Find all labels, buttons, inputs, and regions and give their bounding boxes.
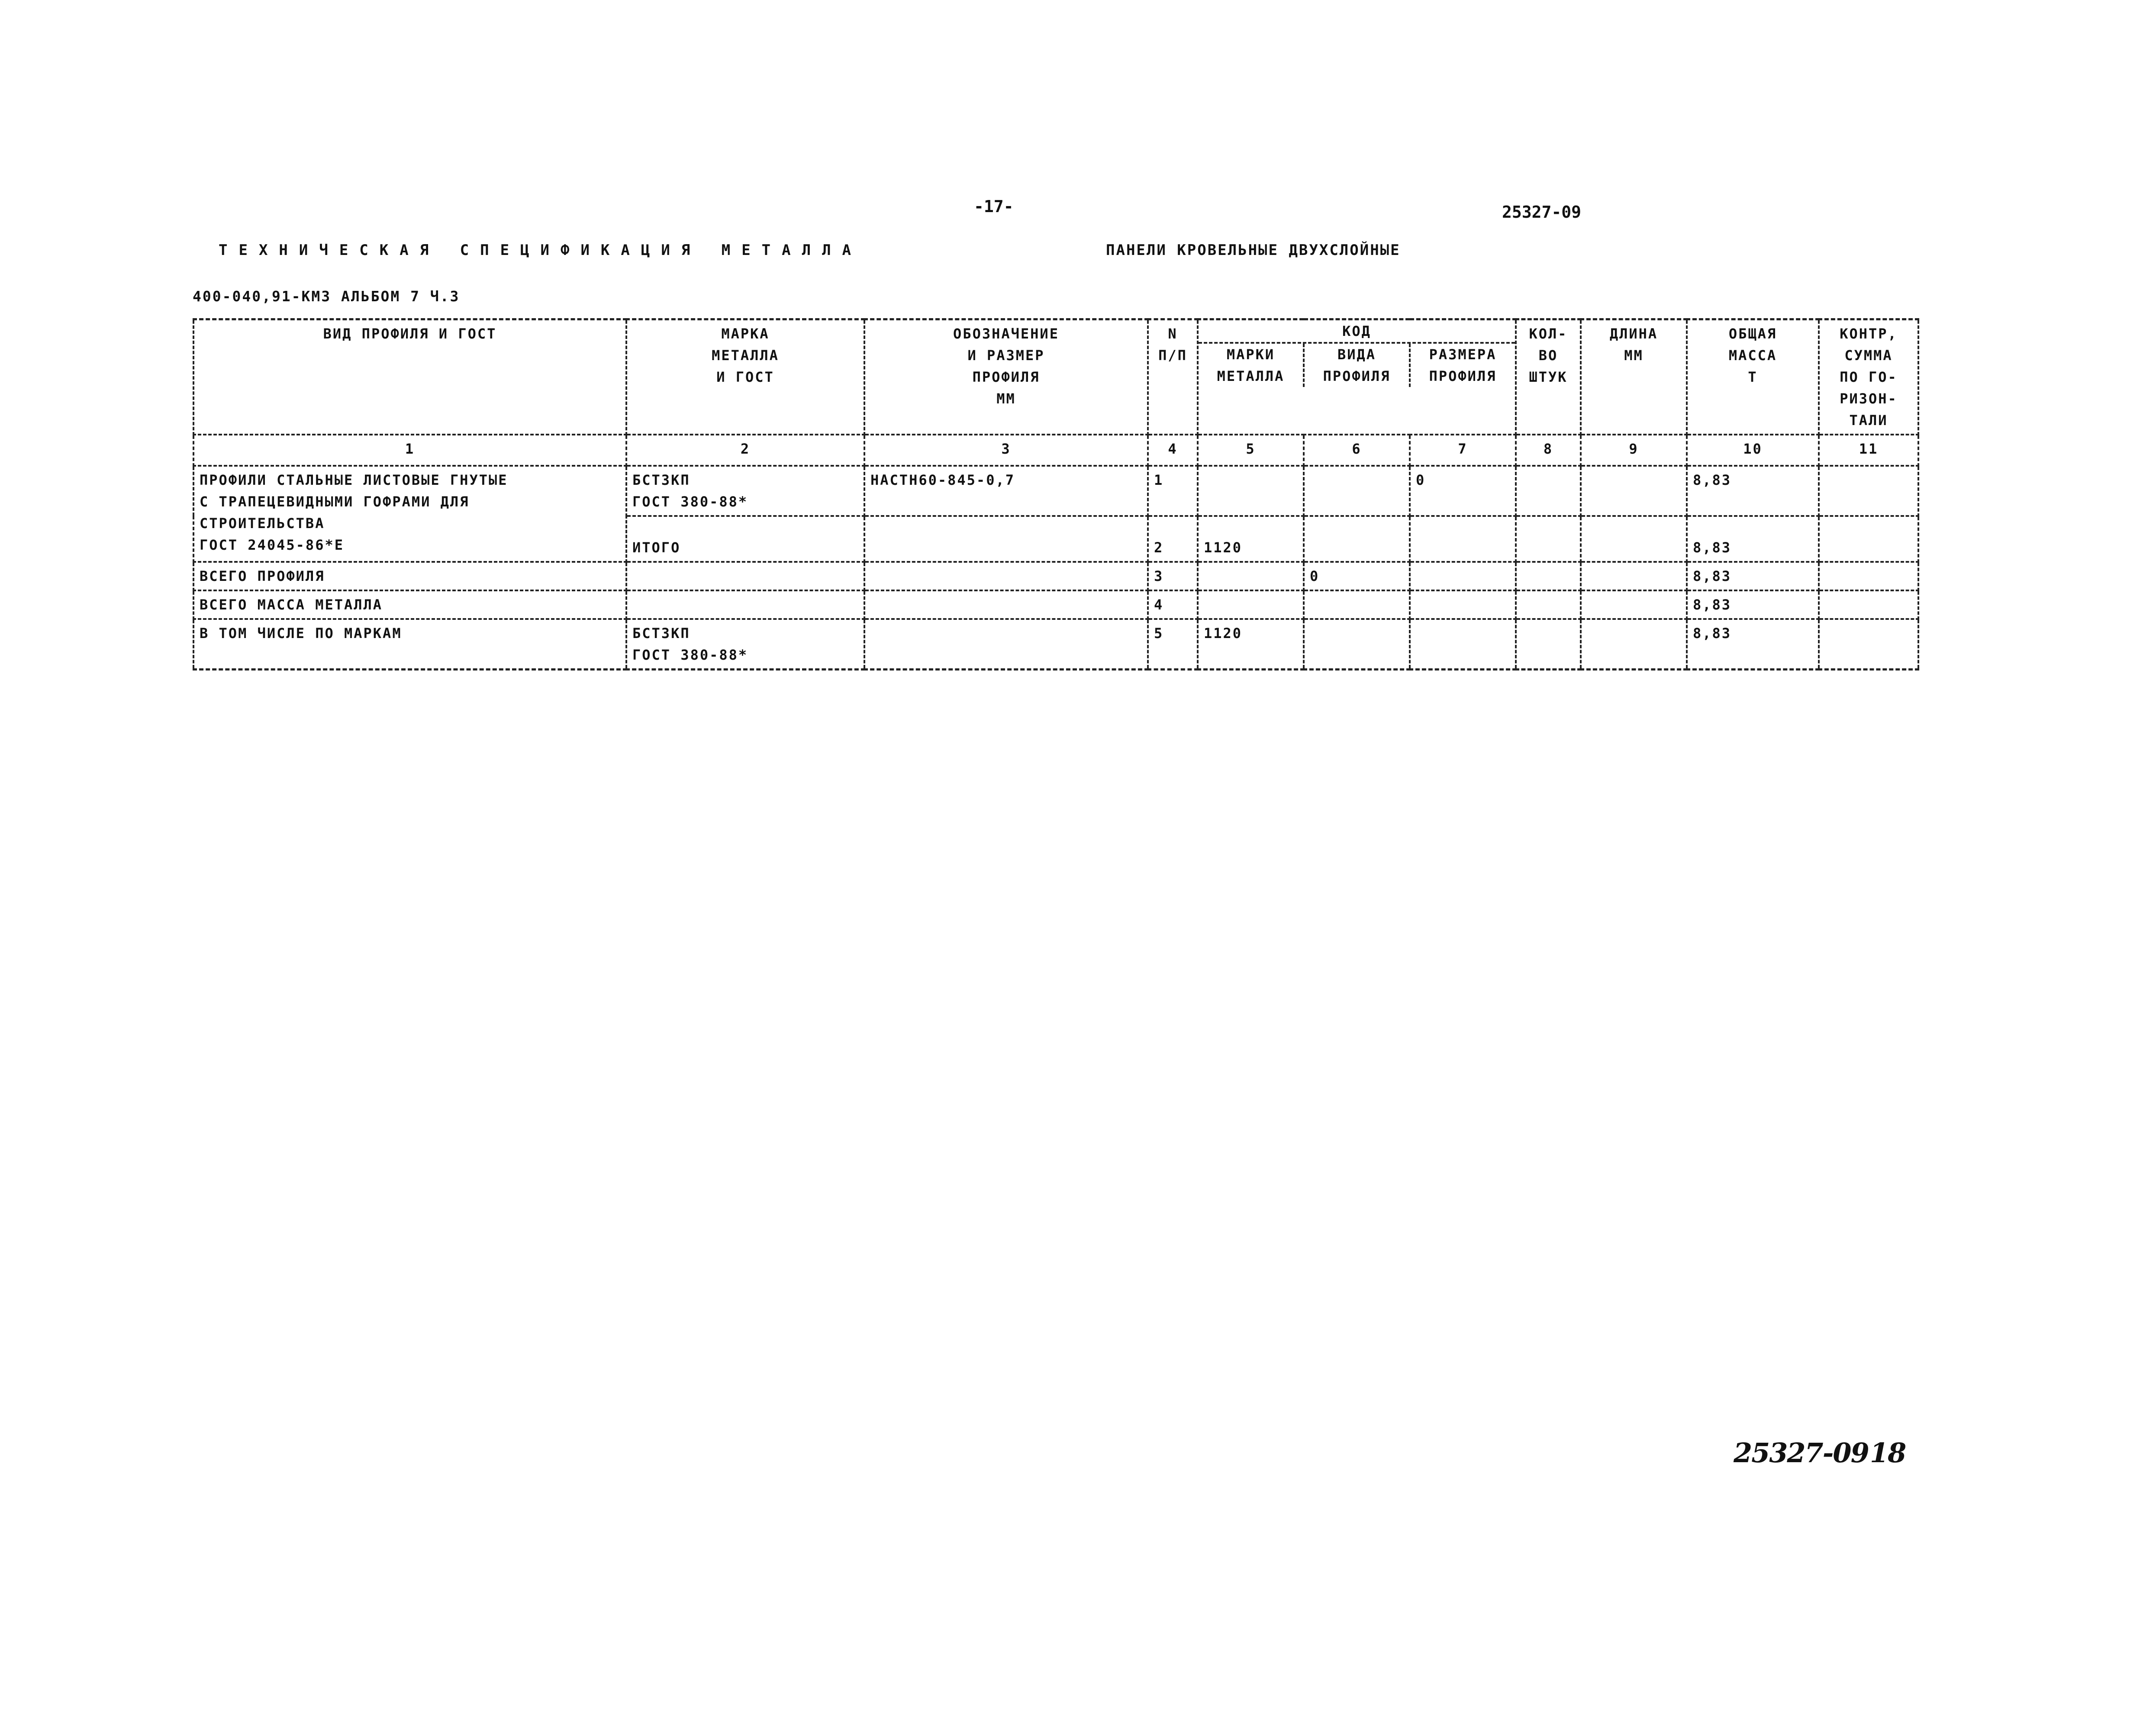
cell-item-number: 3: [1148, 562, 1198, 590]
column-number: 10: [1687, 435, 1819, 466]
cell-profile-type: ВСЕГО МАССА МЕТАЛЛА: [193, 590, 626, 619]
table-row: [193, 619, 1918, 670]
sheet-code: 25327-09: [1502, 203, 1582, 222]
cell-code-profile: [1304, 516, 1410, 562]
cell-item-number: 2: [1148, 516, 1198, 562]
cell-code-metal: 1120: [1198, 619, 1304, 670]
document-title: ТЕХНИЧЕСКАЯ СПЕЦИФИКАЦИЯ МЕТАЛЛА: [219, 242, 863, 259]
cell-profile-type: В ТОМ ЧИСЛЕ ПО МАРКАМ: [193, 619, 626, 670]
cell-quantity: [1516, 516, 1581, 562]
cell-code-metal: [1198, 562, 1304, 590]
cell-code-metal: [1198, 590, 1304, 619]
table-row: [193, 562, 1918, 590]
cell-length: [1581, 562, 1687, 590]
cell-code-metal: 1120: [1198, 516, 1304, 562]
header-code-label: КОД: [1199, 320, 1515, 344]
cell-total-mass: 8,83: [1687, 619, 1819, 670]
column-number: 9: [1581, 435, 1687, 466]
cell-quantity: [1516, 562, 1581, 590]
header-length: ДЛИНА ММ: [1581, 319, 1687, 435]
column-number: 8: [1516, 435, 1581, 466]
cell-code-size: [1410, 562, 1516, 590]
header-control-sum: КОНТР, СУММА ПО ГО- РИЗОН- ТАЛИ: [1819, 319, 1918, 435]
table-row: [193, 466, 1918, 516]
cell-control-sum: [1819, 619, 1918, 670]
cell-length: [1581, 619, 1687, 670]
cell-length: [1581, 590, 1687, 619]
cell-control-sum: [1819, 466, 1918, 516]
cell-total-mass: 8,83: [1687, 590, 1819, 619]
cell-code-profile: [1304, 466, 1410, 516]
cell-total-mass: 8,83: [1687, 466, 1819, 516]
cell-code-profile: 0: [1304, 562, 1410, 590]
cell-profile-type: ВСЕГО ПРОФИЛЯ: [193, 562, 626, 590]
cell-metal-grade: ИТОГО: [626, 516, 864, 562]
cell-code-metal: [1198, 466, 1304, 516]
header-code-subcolumns: [1199, 344, 1515, 387]
header-item-number: N П/П: [1148, 319, 1198, 435]
cell-length: [1581, 466, 1687, 516]
cell-metal-grade: БСТЗКП ГОСТ 380-88*: [626, 619, 864, 670]
cell-designation: [864, 516, 1148, 562]
table-header-row: [193, 319, 1918, 435]
cell-quantity: [1516, 619, 1581, 670]
page-number: -17-: [974, 197, 1014, 216]
handwritten-sheet-code: 25327-09: [1734, 1437, 1869, 1469]
cell-code-size: [1410, 590, 1516, 619]
header-quantity: КОЛ- ВО ШТУК: [1516, 319, 1581, 435]
specification-table: [193, 318, 1919, 670]
cell-metal-grade: БСТЗКП ГОСТ 380-88*: [626, 466, 864, 516]
cell-profile-type: ПРОФИЛИ СТАЛЬНЫЕ ЛИСТОВЫЕ ГНУТЫЕ С ТРАПЕЦЕВИДНЫМИ ГОФРАМИ ДЛЯ СТРОИТЕЛЬСТВА ГОСТ 24045-86*Е: [193, 466, 626, 562]
cell-item-number: 1: [1148, 466, 1198, 516]
header-total-mass: ОБЩАЯ МАССА Т: [1687, 319, 1819, 435]
table-row: [193, 590, 1918, 619]
header-code-size: РАЗМЕРА ПРОФИЛЯ: [1429, 346, 1497, 384]
column-number: 5: [1198, 435, 1304, 466]
cell-designation: [864, 590, 1148, 619]
cell-control-sum: [1819, 590, 1918, 619]
cell-code-profile: [1304, 619, 1410, 670]
cell-designation: НАСТН60-845-0,7: [864, 466, 1148, 516]
column-number: 3: [864, 435, 1148, 466]
cell-total-mass: 8,83: [1687, 516, 1819, 562]
header-profile-type: ВИД ПРОФИЛЯ И ГОСТ: [193, 319, 626, 435]
cell-item-number: 4: [1148, 590, 1198, 619]
header-designation: ОБОЗНАЧЕНИЕ И РАЗМЕР ПРОФИЛЯ ММ: [864, 319, 1148, 435]
header-code-metal: МАРКИ МЕТАЛЛА: [1199, 344, 1305, 387]
cell-item-number: 5: [1148, 619, 1198, 670]
column-number: 7: [1410, 435, 1516, 466]
cell-control-sum: [1819, 562, 1918, 590]
cell-metal-grade: [626, 590, 864, 619]
cell-designation: [864, 619, 1148, 670]
handwritten-page-number: 18: [1870, 1437, 1906, 1469]
header-code-profile: ВИДА ПРОФИЛЯ: [1305, 344, 1411, 387]
column-number-row: [193, 435, 1918, 466]
cell-quantity: [1516, 466, 1581, 516]
cell-quantity: [1516, 590, 1581, 619]
cell-control-sum: [1819, 516, 1918, 562]
column-number: 1: [193, 435, 626, 466]
cell-length: [1581, 516, 1687, 562]
cell-code-size: [1410, 516, 1516, 562]
cell-code-size: 0: [1410, 466, 1516, 516]
cell-designation: [864, 562, 1148, 590]
cell-code-profile: [1304, 590, 1410, 619]
column-number: 11: [1819, 435, 1918, 466]
header-metal-grade: МАРКА МЕТАЛЛА И ГОСТ: [626, 319, 864, 435]
column-number: 6: [1304, 435, 1410, 466]
cell-metal-grade: [626, 562, 864, 590]
album-reference: 400-040,91-КМЗ АЛЬБОМ 7 Ч.3: [193, 288, 460, 305]
column-number: 2: [626, 435, 864, 466]
header-code-group: [1198, 319, 1516, 435]
column-number: 4: [1148, 435, 1198, 466]
document-subtitle: ПАНЕЛИ КРОВЕЛЬНЫЕ ДВУХСЛОЙНЫЕ: [1106, 242, 1401, 259]
cell-total-mass: 8,83: [1687, 562, 1819, 590]
cell-code-size: [1410, 619, 1516, 670]
